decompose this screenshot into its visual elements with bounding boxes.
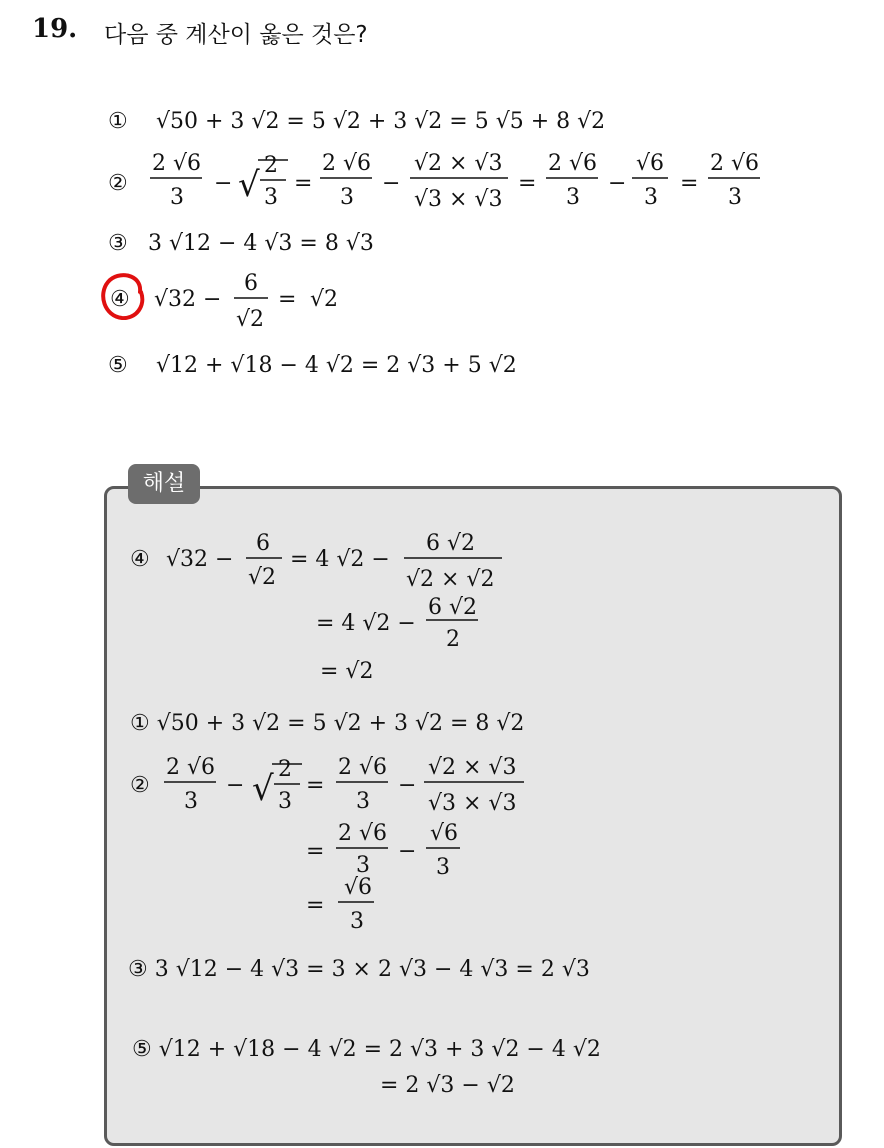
svg-text:=: = bbox=[306, 839, 325, 864]
svg-text:3: 3 bbox=[436, 855, 450, 880]
svg-text:6: 6 bbox=[244, 271, 258, 296]
expl-3: ③ 3 √12 − 4 √3 = 3 × 2 √3 − 4 √3 = 2 √3 bbox=[128, 957, 590, 982]
svg-text:−: − bbox=[226, 773, 245, 798]
svg-text:√2 × √3: √2 × √3 bbox=[414, 151, 503, 176]
svg-text:3: 3 bbox=[356, 789, 370, 814]
svg-text:√2: √2 bbox=[310, 287, 339, 312]
choice-3-marker: ③ bbox=[108, 231, 128, 256]
svg-text:2 √6: 2 √6 bbox=[548, 151, 598, 176]
svg-text:=: = bbox=[518, 171, 537, 196]
svg-text:= √2: = √2 bbox=[320, 659, 374, 684]
svg-text:3: 3 bbox=[184, 789, 198, 814]
svg-text:2 √6: 2 √6 bbox=[338, 821, 388, 846]
svg-text:2: 2 bbox=[264, 153, 278, 178]
choice-5-expr: √12 + √18 − 4 √2 = 2 √3 + 5 √2 bbox=[156, 353, 517, 378]
question-text: 다음 중 계산이 옳은 것은? bbox=[104, 22, 368, 48]
svg-text:3: 3 bbox=[728, 185, 742, 210]
explanation-content bbox=[0, 480, 884, 1140]
svg-text:2 √6: 2 √6 bbox=[710, 151, 760, 176]
svg-text:2 √6: 2 √6 bbox=[338, 755, 388, 780]
choice-5[interactable] bbox=[108, 353, 517, 378]
svg-text:√3 × √3: √3 × √3 bbox=[428, 791, 517, 816]
svg-text:√2 × √3: √2 × √3 bbox=[428, 755, 517, 780]
svg-text:3: 3 bbox=[644, 185, 658, 210]
svg-text:②: ② bbox=[130, 773, 150, 798]
svg-text:= 4 √2 −: = 4 √2 − bbox=[316, 611, 416, 636]
svg-text:√2 × √2: √2 × √2 bbox=[406, 567, 495, 592]
svg-text:⑤ √12 + √18 − 4 √2 = 2 √3 + 3: ⑤ √12 + √18 − 4 √2 = 2 √3 + 3 √2 − 4 √2 bbox=[132, 1037, 601, 1062]
svg-text:√: √ bbox=[252, 769, 274, 809]
choice-1[interactable] bbox=[108, 109, 605, 134]
svg-text:2 √6: 2 √6 bbox=[166, 755, 216, 780]
svg-text:2: 2 bbox=[278, 757, 292, 782]
svg-text:√6: √6 bbox=[344, 875, 373, 900]
svg-text:√6: √6 bbox=[430, 821, 459, 846]
svg-text:−: − bbox=[398, 839, 417, 864]
svg-text:④: ④ bbox=[130, 547, 150, 572]
svg-text:6 √2: 6 √2 bbox=[426, 531, 476, 556]
svg-text:−: − bbox=[608, 171, 627, 196]
svg-text:=: = bbox=[680, 171, 699, 196]
svg-text:√6: √6 bbox=[636, 151, 665, 176]
svg-text:3: 3 bbox=[340, 185, 354, 210]
svg-text:2 √6: 2 √6 bbox=[152, 151, 202, 176]
svg-text:=: = bbox=[306, 773, 325, 798]
svg-text:2: 2 bbox=[446, 627, 460, 652]
svg-text:3: 3 bbox=[170, 185, 184, 210]
svg-text:3: 3 bbox=[356, 853, 370, 878]
svg-text:=: = bbox=[294, 171, 313, 196]
svg-text:6 √2: 6 √2 bbox=[428, 595, 478, 620]
svg-text:=: = bbox=[306, 893, 325, 918]
svg-text:= 2 √3 − √2: = 2 √3 − √2 bbox=[380, 1073, 515, 1098]
svg-text:3: 3 bbox=[278, 789, 292, 814]
svg-text:√3 × √3: √3 × √3 bbox=[414, 187, 503, 212]
choice-5-marker: ⑤ bbox=[108, 353, 128, 378]
svg-text:√2: √2 bbox=[248, 565, 277, 590]
svg-text:√: √ bbox=[238, 165, 260, 205]
question-number: 19. bbox=[32, 14, 78, 44]
choice-4-marker: ④ bbox=[110, 287, 130, 312]
svg-text:= 4 √2 −: = 4 √2 − bbox=[290, 547, 390, 572]
expl-4 bbox=[130, 531, 502, 684]
svg-text:√2: √2 bbox=[236, 307, 265, 332]
svg-text:=: = bbox=[278, 287, 297, 312]
svg-text:−: − bbox=[398, 773, 417, 798]
explanation-tag: 해설 bbox=[128, 464, 200, 504]
svg-text:3: 3 bbox=[566, 185, 580, 210]
choice-1-marker: ① bbox=[108, 109, 128, 134]
svg-text:3: 3 bbox=[264, 185, 278, 210]
svg-text:−: − bbox=[214, 171, 233, 196]
choice-2-marker: ② bbox=[108, 171, 128, 196]
svg-text:3: 3 bbox=[350, 909, 364, 934]
choices-area bbox=[0, 0, 884, 440]
svg-text:√32 −: √32 − bbox=[154, 287, 222, 312]
choice-3-expr: 3 √12 − 4 √3 = 8 √3 bbox=[148, 231, 374, 256]
expl-2 bbox=[130, 755, 524, 934]
expl-1: ① √50 + 3 √2 = 5 √2 + 3 √2 = 8 √2 bbox=[130, 711, 525, 736]
choice-1-expr: √50 + 3 √2 = 5 √2 + 3 √2 = 5 √5 + 8 √2 bbox=[156, 109, 606, 134]
expl-5 bbox=[132, 1037, 601, 1098]
choice-2[interactable] bbox=[108, 151, 760, 212]
svg-text:2 √6: 2 √6 bbox=[322, 151, 372, 176]
svg-text:6: 6 bbox=[256, 531, 270, 556]
svg-text:√32 −: √32 − bbox=[166, 547, 234, 572]
choice-3[interactable] bbox=[108, 231, 374, 256]
svg-text:−: − bbox=[382, 171, 401, 196]
